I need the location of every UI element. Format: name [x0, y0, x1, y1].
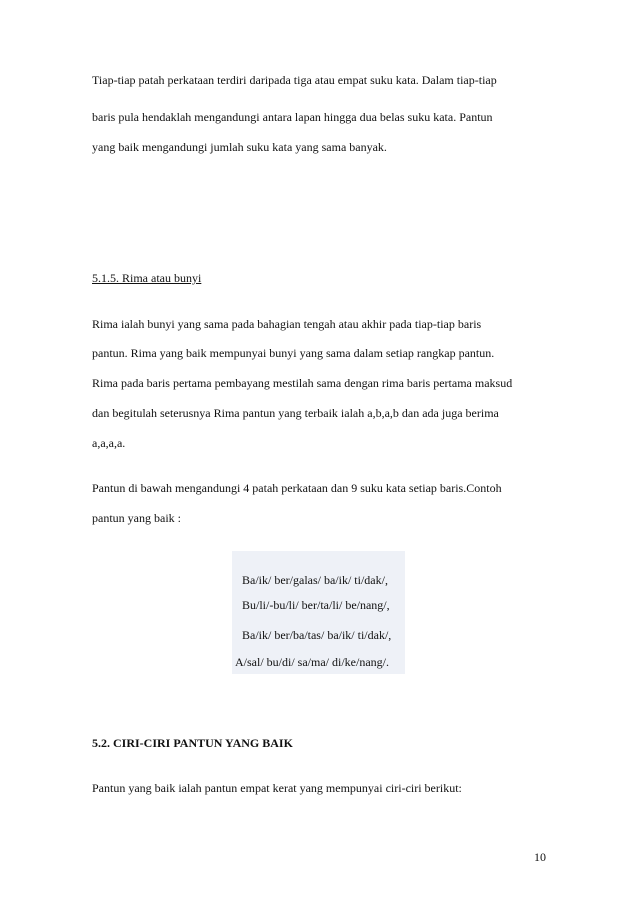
text-line: yang baik mengandungi jumlah suku kata yang sama banyak. — [92, 140, 387, 154]
section-heading-rima: 5.1.5. Rima atau bunyi — [92, 271, 202, 285]
text-line: a,a,a,a. — [92, 436, 126, 450]
text-line: pantun yang baik : — [92, 511, 181, 525]
verse-line: Ba/ik/ ber/ba/tas/ ba/ik/ ti/dak/, — [242, 628, 392, 642]
text-line: baris pula hendaklah mengandungi antara lapan hingga dua belas suku kata. Pantun — [92, 110, 493, 124]
verse-line: Ba/ik/ ber/galas/ ba/ik/ ti/dak/, — [242, 573, 388, 587]
pantun-verse-box — [232, 551, 405, 674]
text-line: Pantun di bawah mengandungi 4 patah perkataan dan 9 suku kata setiap baris.Contoh — [92, 481, 502, 495]
text-line: Rima ialah bunyi yang sama pada bahagian tengah atau akhir pada tiap-tiap baris — [92, 317, 482, 331]
page-number: 10 — [534, 850, 546, 864]
text-line: Rima pada baris pertama pembayang mestilah sama dengan rima baris pertama maksud — [92, 376, 513, 390]
text-line: pantun. Rima yang baik mempunyai bunyi yang sama dalam setiap rangkap pantun. — [92, 346, 495, 360]
verse-line: Bu/li/-bu/li/ ber/ta/li/ be/nang/, — [242, 598, 390, 612]
text-line: Tiap-tiap patah perkataan terdiri daripada tiga atau empat suku kata. Dalam tiap-tiap — [92, 73, 497, 87]
section-heading-ciri-ciri: 5.2. CIRI-CIRI PANTUN YANG BAIK — [92, 736, 293, 750]
paragraph-ciri-ciri: Pantun yang baik ialah pantun empat kerat yang mempunyai ciri-ciri berikut: — [92, 781, 462, 795]
text-line: dan begitulah seterusnya Rima pantun yang terbaik ialah a,b,a,b dan ada juga berima — [92, 406, 499, 420]
verse-line: A/sal/ bu/di/ sa/ma/ di/ke/nang/. — [235, 655, 389, 669]
